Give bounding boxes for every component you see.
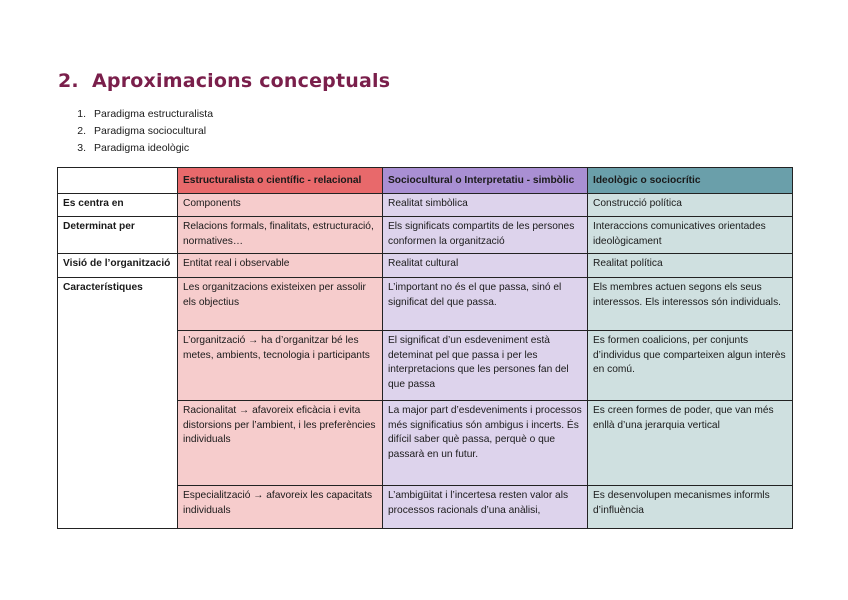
table-cell: L’organització → ha d’organitzar bé les metes, ambients, tecnologia i participants (178, 331, 383, 401)
table-cell: Realitat política (588, 254, 793, 278)
table-cell: Especialització → afavoreix les capacitats individuals (178, 486, 383, 529)
list-item-number: 3. (77, 142, 86, 154)
table-cell: L’important no és el que passa, sinó el significat del que passa. (383, 278, 588, 331)
header-corner-cell (58, 168, 178, 194)
header-structuralist: Estructuralista o científic - relacional (178, 168, 383, 194)
table-row (58, 254, 793, 278)
row-label: Visió de l’organització (58, 254, 178, 278)
table-cell: Es formen coalicions, per conjunts d’individus que comparteixen algun interès en comú. (588, 331, 793, 401)
row-label: Determinat per (58, 217, 178, 254)
table-cell: La major part d’esdeveniments i processos més significatius són ambigus i incerts. És difícil saber què passa, perquè o que passarà en un futur. (383, 401, 588, 486)
table-cell: Racionalitat → afavoreix eficàcia i evita distorsions per l’ambient, i les preferències individuals (178, 401, 383, 486)
table-row (58, 194, 793, 217)
row-label: Característiques (58, 278, 178, 529)
section-heading (58, 70, 390, 92)
header-ideological: Ideològic o sociocrític (588, 168, 793, 194)
table-cell: Interaccions comunicatives orientades ideològicament (588, 217, 793, 254)
list-item-label: Paradigma estructuralista (94, 108, 214, 120)
paradigm-list (58, 106, 213, 157)
table-cell: Es desenvolupen mecanismes informls d’influència (588, 486, 793, 529)
list-item (58, 106, 213, 123)
list-item (58, 123, 213, 140)
table-row (58, 278, 793, 331)
section-number: 2. (58, 70, 79, 92)
list-item-number: 2. (77, 125, 86, 137)
list-item-number: 1. (77, 108, 86, 120)
table-cell: Les organitzacions existeixen per assolir els objectius (178, 278, 383, 331)
list-item-label: Paradigma sociocultural (94, 125, 207, 137)
table-cell: Els membres actuen segons els seus interessos. Els interessos són individuals. (588, 278, 793, 331)
table-cell: Components (178, 194, 383, 217)
table-row (58, 217, 793, 254)
comparison-table (57, 167, 793, 529)
list-item-label: Paradigma ideològic (94, 142, 190, 154)
table-cell: Realitat simbòlica (383, 194, 588, 217)
section-title: Aproximacions conceptuals (92, 70, 391, 92)
table-cell: Realitat cultural (383, 254, 588, 278)
table-cell: El significat d’un esdeveniment està deteminat pel que passa i per les interpretacions que les persones fan del que passa (383, 331, 588, 401)
table-cell: Relacions formals, finalitats, estructuració, normatives… (178, 217, 383, 254)
table-cell: L’ambigüitat i l’incertesa resten valor als processos racionals d’una anàlisi, (383, 486, 588, 529)
header-sociocultural: Sociocultural o Interpretatiu - simbòlic (383, 168, 588, 194)
table-cell: Entitat real i observable (178, 254, 383, 278)
list-item (58, 140, 213, 157)
row-label: Es centra en (58, 194, 178, 217)
table-cell: Construcció política (588, 194, 793, 217)
table-header-row (58, 168, 793, 194)
table-cell: Es creen formes de poder, que van més enllà d’una jerarquia vertical (588, 401, 793, 486)
table-cell: Els significats compartits de les persones conformen la organització (383, 217, 588, 254)
